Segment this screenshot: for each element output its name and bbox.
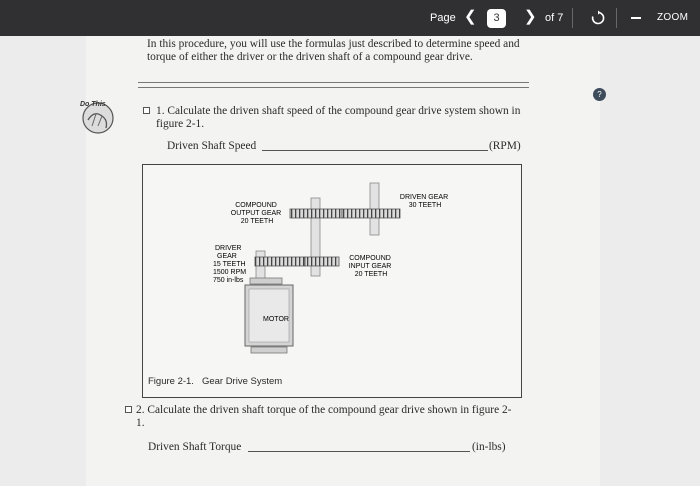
driver-gear-label: DRIVER GEAR 15 TEETH 1500 RPM 750 in-lbs — [213, 245, 247, 284]
pdf-toolbar — [0, 0, 700, 36]
do-this-badge-icon — [76, 96, 118, 136]
next-page-icon[interactable]: ❯ — [524, 8, 537, 25]
motor-label: MOTOR — [263, 316, 289, 323]
page-label: Page — [430, 12, 456, 24]
section-divider — [138, 87, 529, 88]
compound-output-gear-label: COMPOUND OUTPUT GEAR 20 TEETH — [230, 202, 282, 225]
question1-text: 1. Calculate the driven shaft speed of the compound gear drive system shown in figure 2-1. — [156, 105, 521, 130]
question2-unit: (in-lbs) — [472, 441, 506, 453]
question2-answer-label: Driven Shaft Torque — [148, 441, 242, 453]
question2-checkbox[interactable] — [125, 406, 132, 413]
question2-answer-line[interactable] — [248, 451, 470, 452]
zoom-button[interactable]: ZOOM — [657, 12, 689, 23]
compound-input-gear-label: COMPOUND INPUT GEAR 20 TEETH — [348, 255, 392, 278]
question1-answer-label: Driven Shaft Speed — [167, 140, 257, 152]
upper-gear-teeth — [290, 209, 400, 218]
lower-gear-teeth — [255, 257, 339, 266]
toolbar-divider — [572, 8, 573, 28]
motor-base — [251, 347, 287, 353]
help-button[interactable]: ? — [593, 88, 606, 101]
figure-number: Figure 2-1. — [148, 376, 194, 387]
section-divider — [138, 82, 529, 83]
gear-drive-diagram — [143, 165, 521, 397]
toolbar-divider — [616, 8, 617, 28]
question2-text: 2. Calculate the driven shaft torque of the compound gear drive shown in figure 2-1. — [136, 404, 512, 429]
page-number-input[interactable] — [487, 9, 506, 28]
zoom-out-icon[interactable] — [631, 17, 641, 19]
figure-title: Gear Drive System — [201, 376, 283, 387]
document-page — [86, 36, 600, 486]
svg-text:Do This: Do This — [80, 101, 106, 108]
intro-paragraph: In this procedure, you will use the formulas just described to determine speed and torque of either the driver or the driven shaft of a compound gear drive. — [147, 38, 520, 63]
motor-top-mount — [250, 278, 282, 284]
question1-answer-line[interactable] — [262, 150, 488, 151]
figure-frame — [142, 164, 522, 398]
figure-caption — [148, 376, 290, 387]
reset-rotate-icon[interactable] — [590, 10, 606, 26]
previous-page-icon[interactable]: ❮ — [464, 8, 477, 25]
question1-unit: (RPM) — [489, 140, 521, 152]
page-count-label: of 7 — [545, 12, 564, 24]
driven-gear-label: DRIVEN GEAR 30 TEETH — [399, 194, 449, 209]
question1-checkbox[interactable] — [143, 107, 150, 114]
